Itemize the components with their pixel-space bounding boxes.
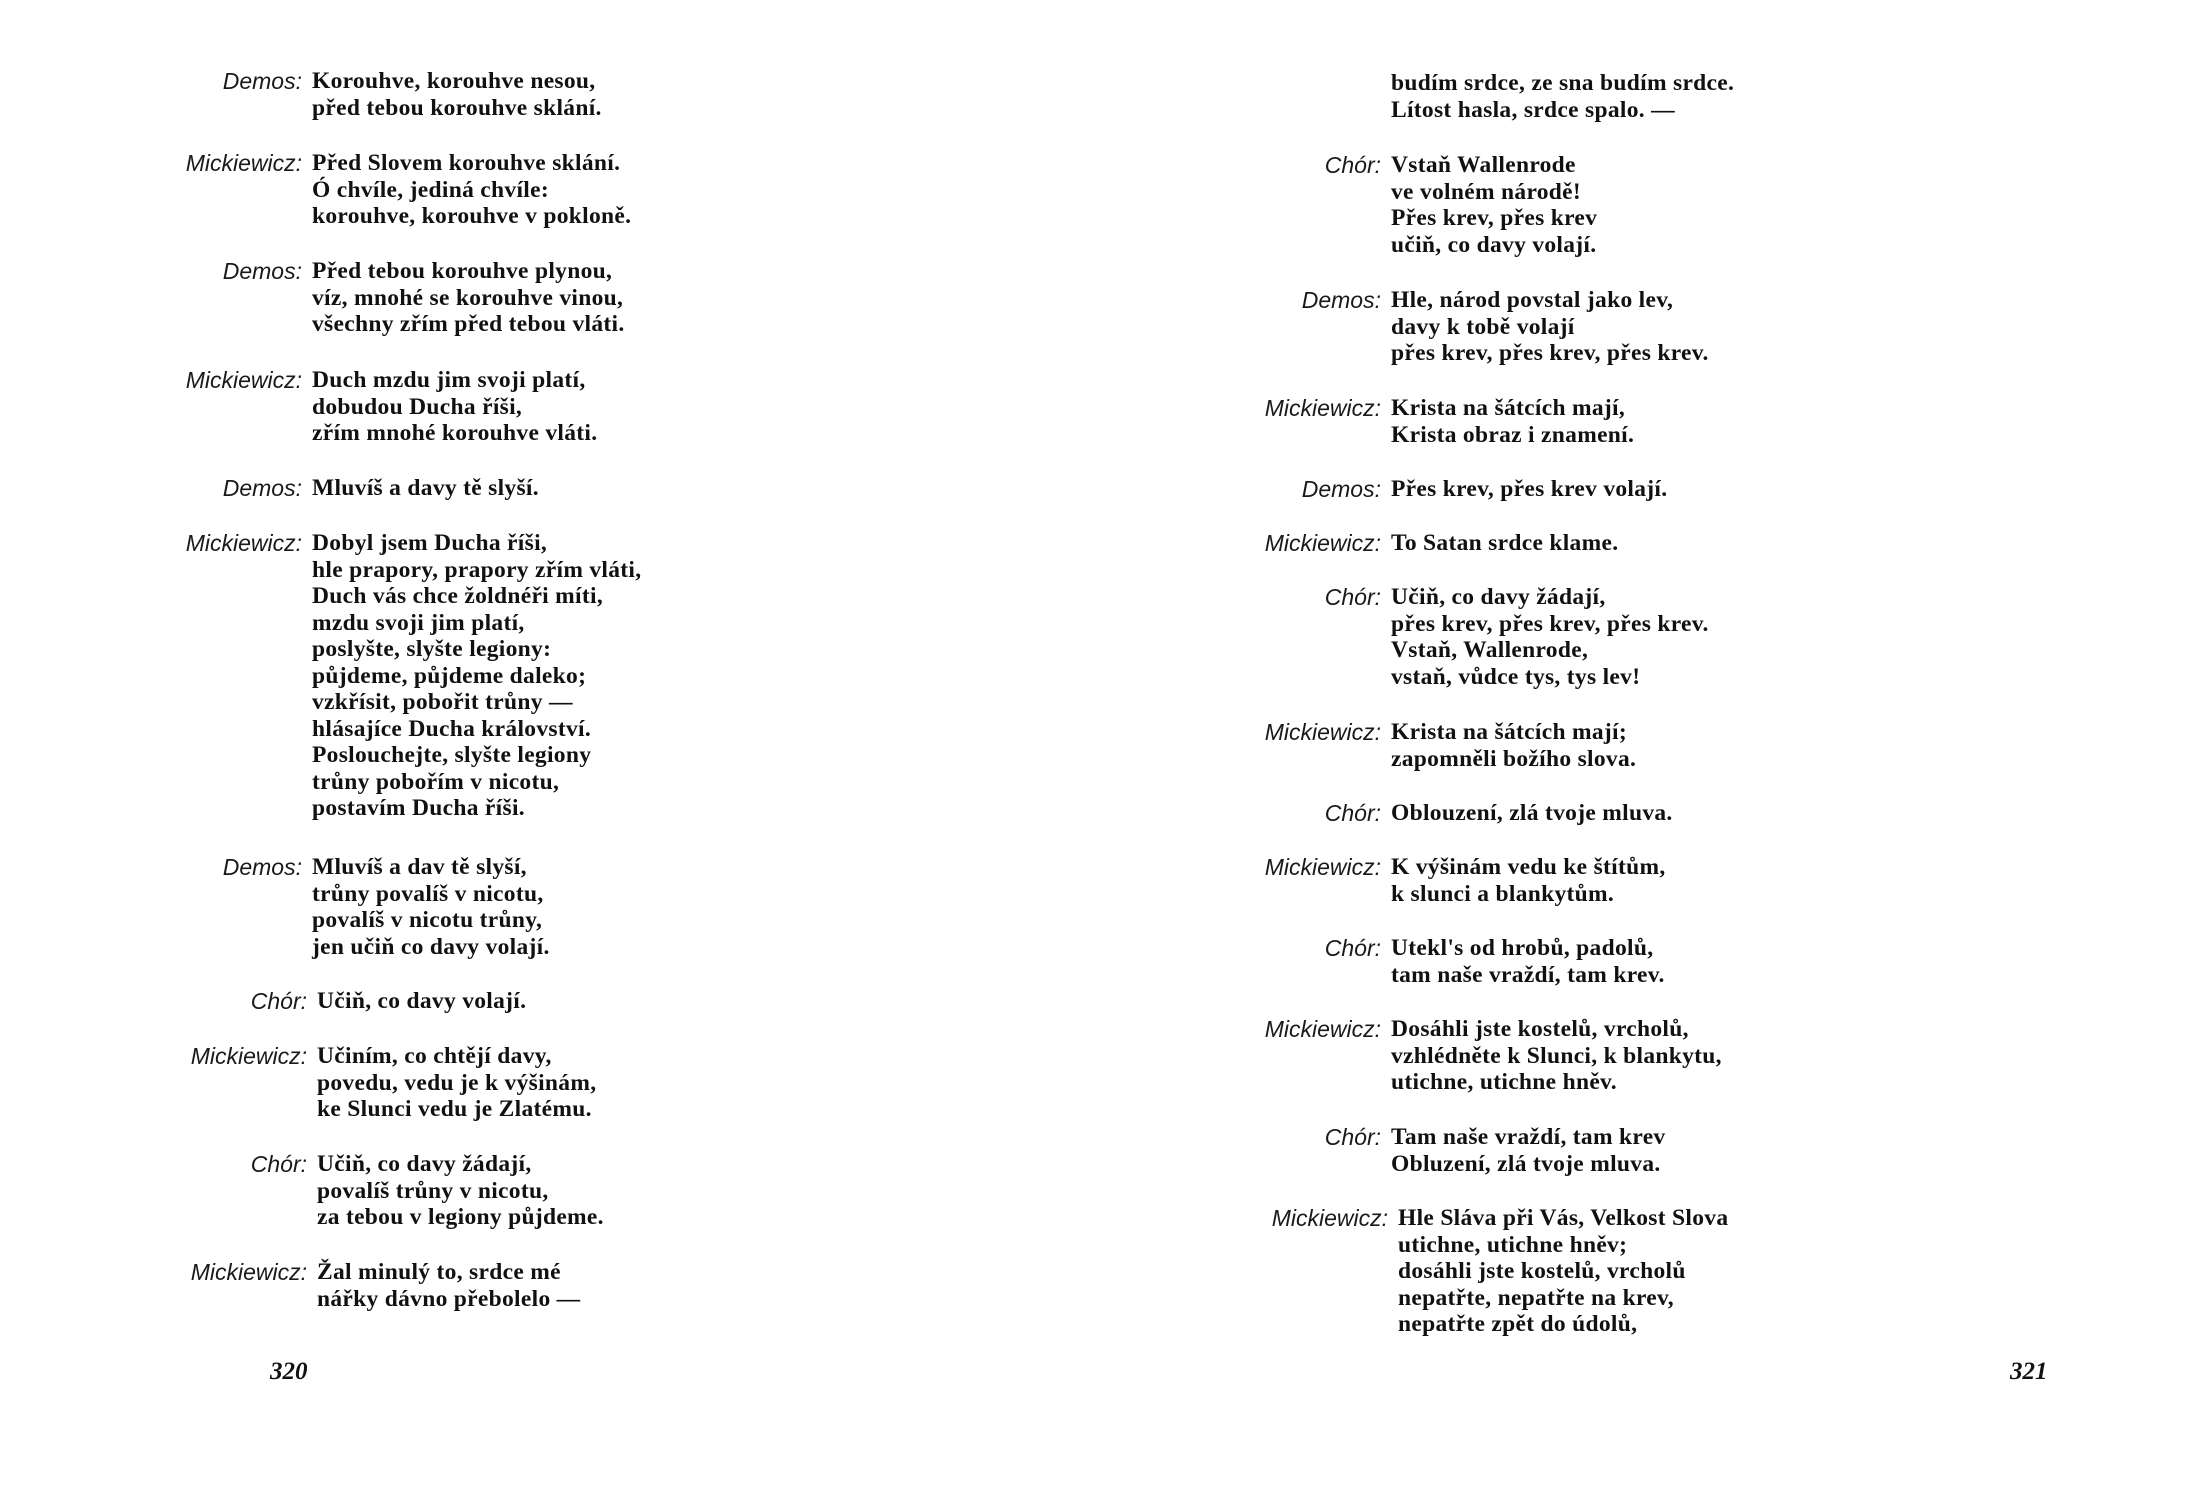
dialogue-block — [1246, 1205, 1728, 1338]
verse-line: Duch vás chce žoldnéři míti, — [312, 583, 604, 609]
dialogue-block — [1239, 1124, 1665, 1177]
verse-line: vzkřísit, pobořit trůny — — [312, 689, 573, 715]
dialogue-block — [165, 1151, 604, 1231]
speaker-name: Chór: — [1324, 935, 1381, 961]
verse-line: Žal minulý to, srdce mé — [317, 1259, 561, 1285]
verse-line: Před Slovem korouhve sklání. — [312, 150, 621, 176]
speaker-name: Demos: — [222, 68, 302, 94]
speaker-name: Mickiewicz: — [185, 530, 302, 556]
verse-line: Přes krev, přes krev — [1391, 205, 1598, 231]
verse-line: půjdeme, půjdeme daleko; — [312, 662, 587, 689]
verse-line: dosáhli jste kostelů, vrcholů — [1398, 1258, 1686, 1284]
verse-line: Učiň, co davy žádají, — [1391, 584, 1606, 610]
speaker-name: Mickiewicz: — [1264, 854, 1381, 880]
verse-line: utichne, utichne hněv. — [1391, 1069, 1617, 1095]
speaker-name: Mickiewicz: — [185, 150, 302, 176]
speaker-name: Demos: — [222, 475, 302, 501]
dialogue-block — [1239, 1016, 1722, 1096]
dialogue-block — [1239, 476, 1667, 503]
dialogue-block — [160, 475, 539, 502]
verse-line: K výšinám vedu ke štítům, — [1391, 854, 1666, 880]
dialogue-block — [1239, 584, 1709, 690]
speaker-name: Demos: — [222, 258, 302, 284]
speaker-name: Chór: — [250, 1151, 307, 1177]
verse-line: Oblouzení, zlá tvoje mluva. — [1391, 800, 1673, 826]
verse-line: Mluvíš a davy tě slyší. — [312, 475, 539, 501]
verse-line: všechny zřím před tebou vláti. — [312, 311, 625, 337]
verse-line: Ó chvíle, jediná chvíle: — [312, 176, 549, 203]
verse-line: přes krev, přes krev, přes krev. — [1391, 340, 1709, 366]
verse-line: Utekl's od hrobů, padolů, — [1391, 935, 1654, 961]
dialogue-block — [165, 1043, 596, 1123]
verse-line: Poslouchejte, slyšte legiony — [312, 742, 592, 768]
verse-line: trůny povalíš v nicotu, — [312, 880, 544, 907]
verse-line: hlásajíce Ducha království. — [312, 715, 592, 742]
speaker-name: Chór: — [1324, 152, 1381, 178]
speaker-name: Mickiewicz: — [1264, 1016, 1381, 1042]
verse-line: Tam naše vraždí, tam krev — [1391, 1124, 1666, 1150]
dialogue-block — [1239, 395, 1634, 448]
verse-line: nepatřte zpět do údolů, — [1398, 1311, 1638, 1337]
verse-line: za tebou v legiony půjdeme. — [317, 1204, 604, 1230]
verse-line: dobudou Ducha říši, — [312, 393, 523, 420]
verse-line: Vstaň Wallenrode — [1391, 152, 1576, 178]
verse-line: Krista na šátcích mají, — [1391, 395, 1626, 421]
continuation-block — [1391, 70, 1734, 123]
verse-line: víz, mnohé se korouhve vinou, — [312, 284, 624, 311]
dialogue-block — [1239, 530, 1618, 557]
verse-line: zapomněli božího slova. — [1391, 745, 1637, 772]
dialogue-block — [160, 68, 602, 121]
verse-line: ke Slunci vedu je Zlatému. — [317, 1096, 592, 1122]
verse-line: budím srdce, ze sna budím srdce. — [1391, 70, 1735, 96]
speaker-name: Demos: — [1301, 287, 1381, 313]
speaker-name: Mickiewicz: — [1264, 719, 1381, 745]
dialogue-block — [160, 367, 597, 447]
dialogue-block — [1239, 854, 1666, 907]
verse-line: Učiním, co chtějí davy, — [317, 1043, 552, 1069]
speaker-name: Mickiewicz: — [190, 1259, 307, 1285]
speaker-name: Mickiewicz: — [190, 1043, 307, 1069]
right-page — [1101, 0, 2202, 1500]
verse-line: Dosáhli jste kostelů, vrcholů, — [1391, 1016, 1689, 1042]
verse-line: Přes krev, přes krev volají. — [1391, 476, 1668, 502]
verse-line: trůny pobořím v nicotu, — [312, 768, 560, 795]
dialogue-block — [1239, 152, 1597, 258]
verse-line: Krista na šátcích mají; — [1391, 719, 1627, 745]
verse-line: poslyšte, slyšte legiony: — [312, 636, 552, 662]
verse-line: Mluvíš a dav tě slyší, — [312, 854, 527, 880]
verse-line: korouhve, korouhve v pokloně. — [312, 203, 632, 229]
dialogue-block — [1239, 935, 1665, 988]
verse-line: Učiň, co davy žádají, — [317, 1151, 532, 1177]
verse-line: Hle Sláva při Vás, Velkost Slova — [1398, 1205, 1729, 1231]
page-number: 320 — [270, 1358, 308, 1385]
page-number: 321 — [2010, 1358, 2048, 1385]
verse-line: vstaň, vůdce tys, tys lev! — [1391, 663, 1641, 690]
verse-line: před tebou korouhve sklání. — [312, 94, 602, 121]
verse-line: Krista obraz i znamení. — [1391, 421, 1635, 448]
verse-line: k slunci a blankytům. — [1391, 880, 1615, 907]
verse-line: povalíš trůny v nicotu, — [317, 1177, 549, 1204]
dialogue-block — [160, 150, 631, 230]
verse-line: Duch mzdu jim svoji platí, — [312, 367, 586, 393]
verse-line: Vstaň, Wallenrode, — [1391, 637, 1589, 663]
verse-line: utichne, utichne hněv; — [1398, 1231, 1628, 1258]
verse-line: zřím mnohé korouhve vláti. — [312, 420, 598, 446]
verse-line: Lítost hasla, srdce spalo. — — [1391, 96, 1675, 123]
verse-line: nepatřte, nepatřte na krev, — [1398, 1284, 1674, 1311]
verse-line: přes krev, přes krev, přes krev. — [1391, 610, 1709, 637]
verse-line: tam naše vraždí, tam krev. — [1391, 961, 1665, 988]
speaker-name: Mickiewicz: — [185, 367, 302, 393]
dialogue-block — [160, 530, 641, 822]
verse-line: hle prapory, prapory zřím vláti, — [312, 556, 642, 583]
dialogue-block — [1239, 719, 1636, 772]
verse-line: Obluzení, zlá tvoje mluva. — [1391, 1150, 1661, 1177]
verse-line: vzhlédněte k Slunci, k blankytu, — [1391, 1042, 1722, 1069]
verse-line: Hle, národ povstal jako lev, — [1391, 287, 1674, 313]
speaker-name: Chór: — [1324, 800, 1381, 826]
verse-line: mzdu svoji jim platí, — [312, 609, 525, 636]
verse-line: Dobyl jsem Ducha říši, — [312, 530, 548, 556]
speaker-name: Demos: — [222, 854, 302, 880]
verse-line: Před tebou korouhve plynou, — [312, 258, 613, 284]
verse-line: To Satan srdce klame. — [1391, 530, 1619, 556]
dialogue-block — [165, 988, 526, 1015]
dialogue-block — [165, 1259, 580, 1312]
verse-line: Korouhve, korouhve nesou, — [312, 68, 596, 94]
dialogue-block — [1239, 287, 1709, 367]
speaker-name: Chór: — [1324, 1124, 1381, 1150]
verse-line: Učiň, co davy volají. — [317, 988, 527, 1014]
dialogue-block — [160, 854, 550, 960]
speaker-name: Demos: — [1301, 476, 1381, 502]
verse-line: ve volném národě! — [1391, 178, 1582, 205]
verse-line: nářky dávno přebolelo — — [317, 1285, 581, 1312]
verse-line: učiň, co davy volají. — [1391, 231, 1597, 258]
speaker-name: Mickiewicz: — [1264, 530, 1381, 556]
verse-line: povedu, vedu je k výšinám, — [317, 1069, 597, 1096]
verse-line: davy k tobě volají — [1391, 313, 1575, 340]
verse-line: postavím Ducha říši. — [312, 795, 525, 821]
verse-line: jen učiň co davy volají. — [312, 933, 550, 960]
verse-line: povalíš v nicotu trůny, — [312, 907, 543, 933]
speaker-name: Mickiewicz: — [1271, 1205, 1388, 1231]
speaker-name: Chór: — [250, 988, 307, 1014]
dialogue-block — [160, 258, 625, 338]
dialogue-block — [1239, 800, 1673, 827]
speaker-name: Mickiewicz: — [1264, 395, 1381, 421]
speaker-name: Chór: — [1324, 584, 1381, 610]
